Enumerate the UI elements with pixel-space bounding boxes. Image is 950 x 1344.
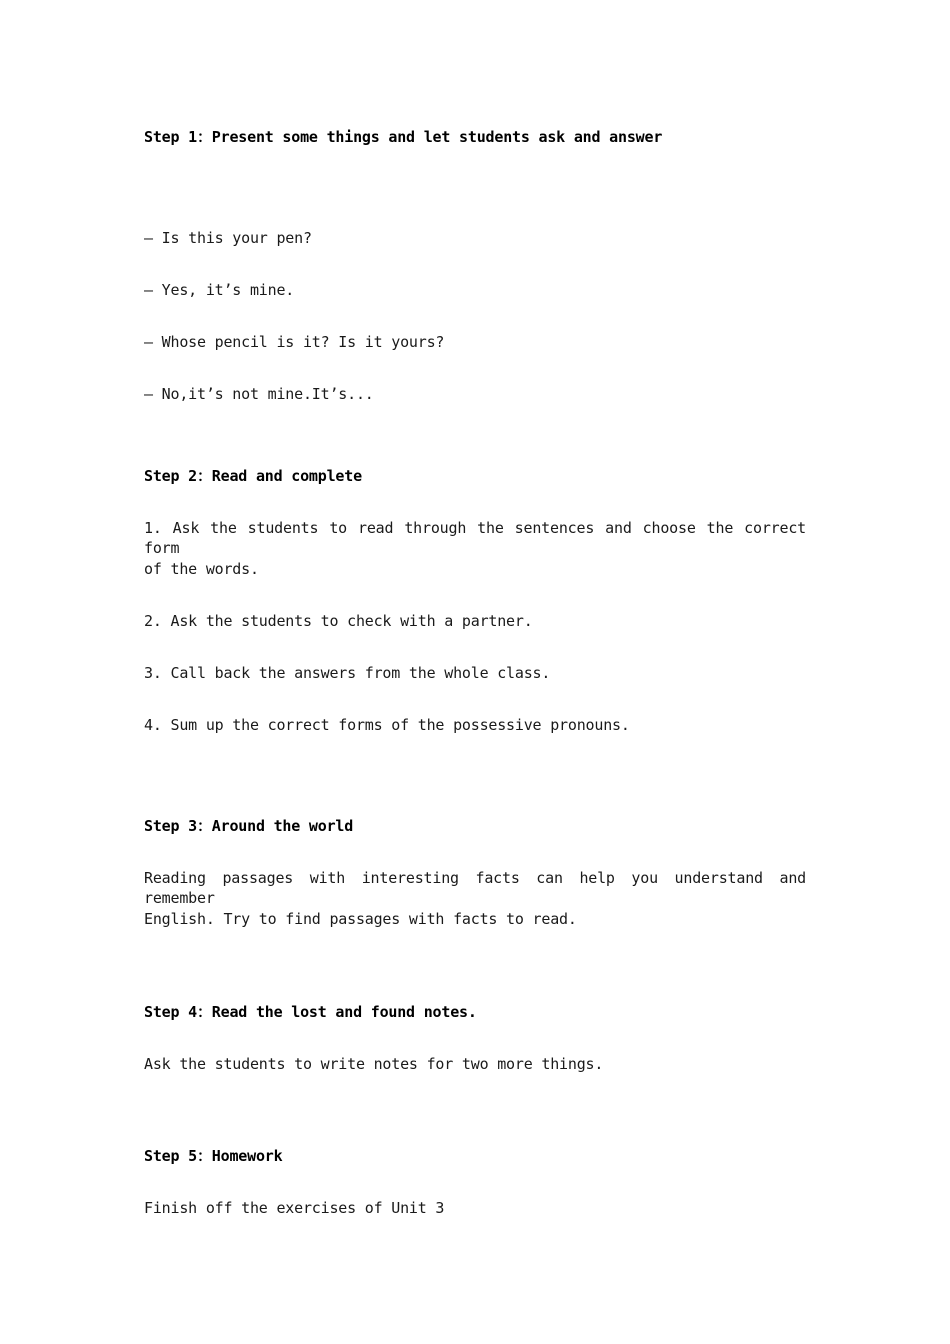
step2-item-1-continued: of the words. — [144, 560, 259, 578]
step3-paragraph-line-1: Reading passages with interesting facts can help you understand and remember — [144, 869, 806, 907]
step2-item-1: 1. Ask the students to read through the sentences and choose the correct form — [144, 519, 806, 557]
dialogue-line-3: — Whose pencil is it? Is it yours? — [144, 333, 445, 351]
step2-item-3: 3. Call back the answers from the whole class. — [144, 664, 551, 682]
step4-text: Ask the students to write notes for two more things. — [144, 1055, 604, 1073]
step5-text: Finish off the exercises of Unit 3 — [144, 1199, 445, 1217]
step5-heading: Step 5：Homework — [144, 1147, 283, 1165]
step1-heading: Step 1：Present some things and let students ask and answer — [144, 128, 663, 146]
dialogue-line-2: — Yes, it’s mine. — [144, 281, 295, 299]
step3-heading: Step 3：Around the world — [144, 817, 354, 835]
dialogue-line-4: — No,it’s not mine.It’s... — [144, 385, 374, 403]
step3-paragraph-line-2: English. Try to find passages with facts to read. — [144, 910, 577, 928]
step2-item-4: 4. Sum up the correct forms of the possessive pronouns. — [144, 716, 630, 734]
step2-item-2: 2. Ask the students to check with a partner. — [144, 612, 533, 630]
dialogue-line-1: — Is this your pen? — [144, 229, 312, 247]
step4-heading: Step 4：Read the lost and found notes. — [144, 1003, 477, 1021]
step2-heading: Step 2：Read and complete — [144, 467, 362, 485]
